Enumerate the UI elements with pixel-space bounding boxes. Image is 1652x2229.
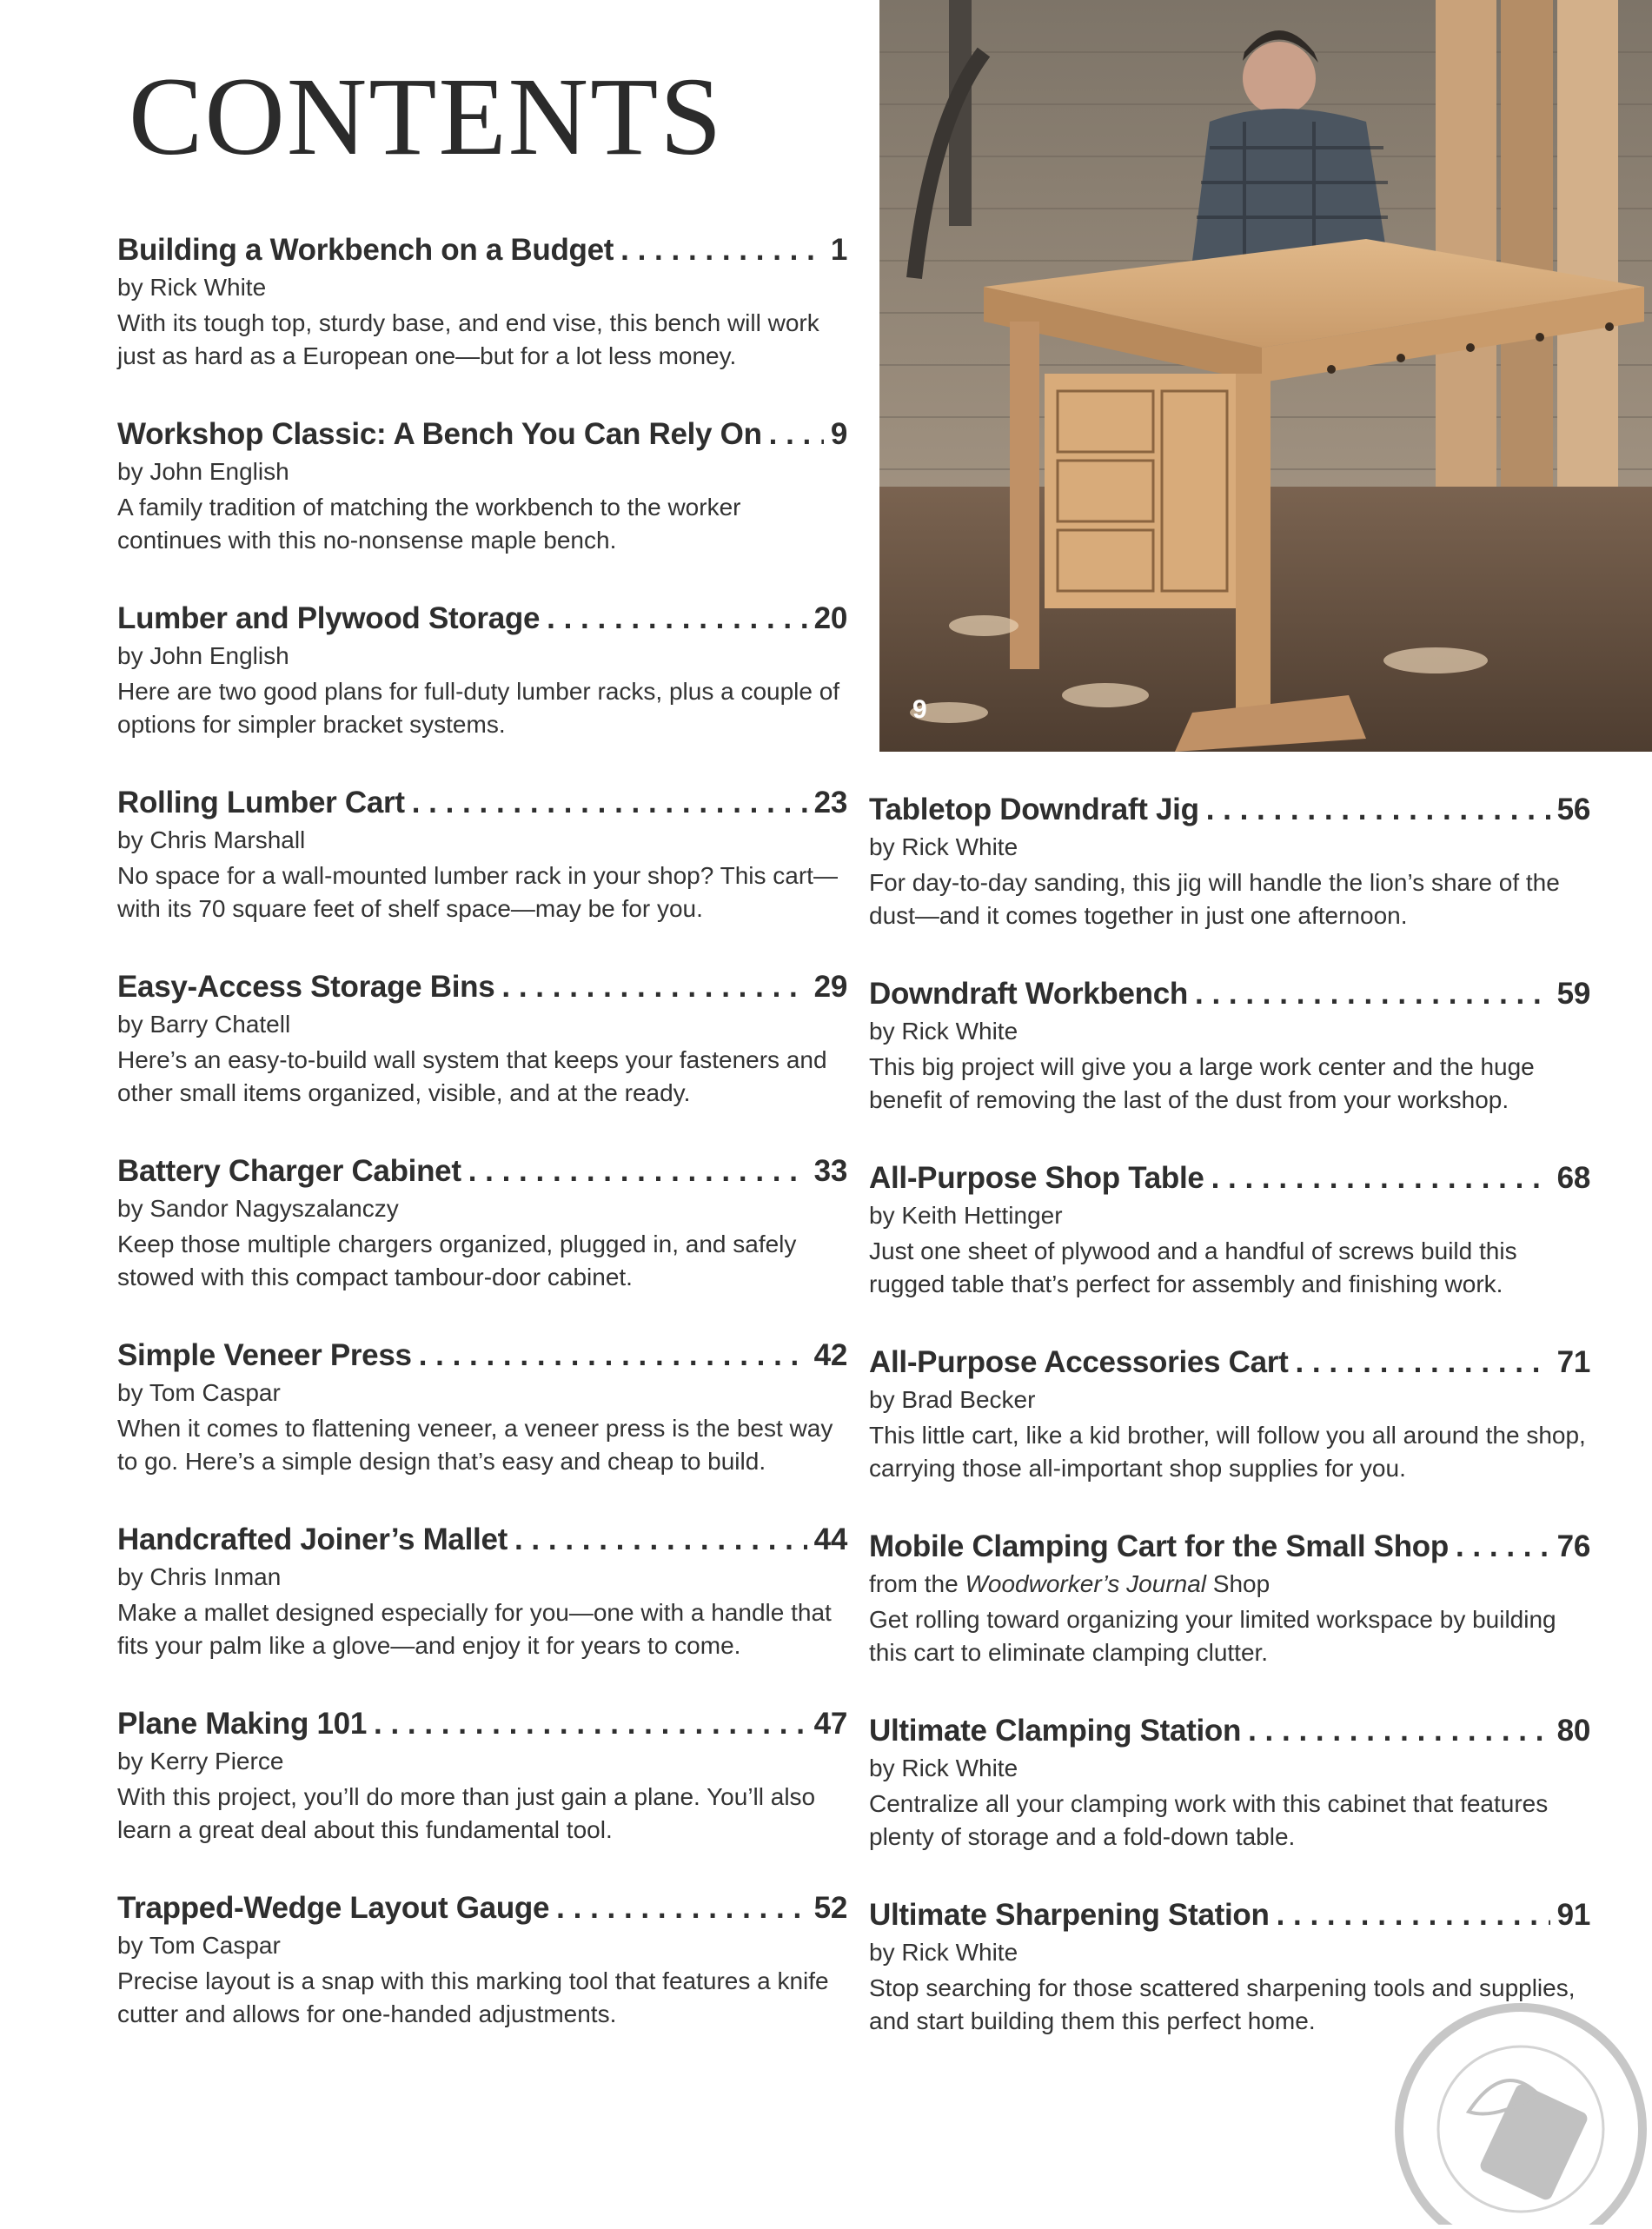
- toc-leader-dots: [374, 1707, 807, 1741]
- toc-author: by Kerry Pierce: [117, 1748, 284, 1775]
- toc-leader-dots: [769, 417, 824, 452]
- toc-entry: [117, 1154, 847, 1338]
- toc-entry: [117, 1522, 847, 1707]
- toc-author: by Sandor Nagyszalanczy: [117, 1195, 399, 1222]
- toc-title-line: [117, 786, 847, 820]
- toc-title-line: [117, 601, 847, 636]
- toc-entry: [117, 970, 847, 1154]
- toc-title-line: [117, 233, 847, 268]
- toc-description: Keep those multiple chargers organized, plugged in, and safely stowed with this compact tambour-door cabinet.: [117, 1230, 797, 1290]
- toc-entry: [869, 977, 1590, 1161]
- toc-entry: [869, 1161, 1590, 1345]
- photo-page-label: 9: [912, 695, 927, 724]
- toc-page-number: 44: [813, 1522, 847, 1556]
- toc-page-number: 59: [1556, 977, 1590, 1011]
- toc-description: A family tradition of matching the workbench to the worker continues with this no-nonsense maple bench.: [117, 493, 741, 554]
- toc-description: Get rolling toward organizing your limited workspace by building this cart to eliminate clamping clutter.: [869, 1605, 1556, 1666]
- toc-description: When it comes to flattening veneer, a veneer press is the best way to go. Here’s a simple design that’s easy and cheap to build.: [117, 1414, 833, 1475]
- toc-author: by Chris Marshall: [117, 826, 306, 853]
- toc-description: For day-to-day sanding, this jig will handle the lion’s share of the dust—and it comes together in just one afternoon.: [869, 868, 1560, 929]
- toc-leader-dots: [1295, 1345, 1549, 1380]
- toc-author: by Chris Inman: [117, 1563, 282, 1590]
- toc-leader-dots: [1456, 1529, 1550, 1564]
- toc-page-number: 42: [813, 1338, 847, 1372]
- toc-entry: [117, 601, 847, 786]
- toc-leader-dots: [556, 1891, 806, 1926]
- toc-title: Lumber and Plywood Storage: [117, 601, 541, 635]
- toc-description: This big project will give you a large work center and the huge benefit of removing the last of the dust from your workshop.: [869, 1052, 1535, 1113]
- toc-entry: [869, 1529, 1590, 1714]
- toc-description: With its tough top, sturdy base, and end vise, this bench will work just as hard as a European one—but for a lot less money.: [117, 308, 819, 369]
- toc-title: Rolling Lumber Cart: [117, 786, 405, 819]
- toc-description: Just one sheet of plywood and a handful of screws build this rugged table that’s perfect for assembly and finishing work.: [869, 1237, 1517, 1297]
- toc-title: Trapped-Wedge Layout Gauge: [117, 1891, 550, 1925]
- toc-title: Downdraft Workbench: [869, 977, 1188, 1011]
- toc-author: by Rick White: [869, 1939, 1018, 1966]
- toc-title-line: [117, 970, 847, 1005]
- toc-title: Workshop Classic: A Bench You Can Rely On: [117, 417, 762, 451]
- toc-title-line: [117, 1707, 847, 1741]
- toc-author-prefix: from the: [869, 1570, 965, 1597]
- workbench-photo: [879, 0, 1652, 752]
- toc-description: With this project, you’ll do more than just gain a plane. You’ll also learn a great deal about this fundamental tool.: [117, 1782, 816, 1843]
- toc-page-number: 80: [1556, 1714, 1590, 1748]
- toc-leader-dots: [468, 1154, 807, 1189]
- toc-title-line: [869, 1345, 1590, 1380]
- toc-page-number: 68: [1556, 1161, 1590, 1195]
- contents-column-left: [117, 233, 847, 2075]
- toc-author: by Barry Chatell: [117, 1011, 291, 1038]
- toc-title: Ultimate Clamping Station: [869, 1714, 1242, 1748]
- toc-leader-dots: [1211, 1161, 1550, 1196]
- toc-leader-dots: [412, 786, 807, 820]
- toc-author: by Rick White: [117, 274, 267, 301]
- toc-title-line: [869, 1161, 1590, 1196]
- toc-page-number: 23: [813, 786, 847, 819]
- toc-title-line: [117, 1522, 847, 1557]
- toc-title-line: [869, 1898, 1590, 1933]
- toc-title-line: [117, 1338, 847, 1373]
- toc-page-number: 71: [1556, 1345, 1590, 1379]
- toc-page-number: 47: [813, 1707, 847, 1741]
- toc-leader-dots: [1206, 793, 1550, 827]
- toc-leader-dots: [620, 233, 824, 268]
- toc-author: by Rick White: [869, 1018, 1018, 1045]
- loving-truth-books-stamp-icon: [1390, 1999, 1651, 2225]
- toc-title-line: [117, 1891, 847, 1926]
- toc-entry: [117, 233, 847, 417]
- toc-entry: [117, 1338, 847, 1522]
- toc-author: by Rick White: [869, 1755, 1018, 1781]
- toc-title-line: [117, 1154, 847, 1189]
- toc-leader-dots: [419, 1338, 807, 1373]
- toc-entry: [117, 786, 847, 970]
- toc-description: Centralize all your clamping work with this cabinet that features plenty of storage and a fold-down table.: [869, 1789, 1549, 1850]
- toc-author: by Brad Becker: [869, 1386, 1036, 1413]
- page-title: CONTENTS: [129, 55, 724, 178]
- toc-leader-dots: [1248, 1714, 1550, 1748]
- toc-title: Ultimate Sharpening Station: [869, 1898, 1270, 1932]
- toc-leader-dots: [1277, 1898, 1550, 1933]
- toc-page-number: 33: [813, 1154, 847, 1188]
- toc-title: Easy-Access Storage Bins: [117, 970, 495, 1004]
- toc-page-number: 76: [1556, 1529, 1590, 1563]
- toc-entry: [117, 417, 847, 601]
- toc-entry: [117, 1707, 847, 1891]
- toc-author: [869, 1569, 1590, 1599]
- toc-page-number: 9: [830, 417, 847, 451]
- toc-author-suffix: Shop: [1206, 1570, 1271, 1597]
- toc-description: Precise layout is a snap with this marking tool that features a knife cutter and allows for one-handed adjustments.: [117, 1967, 829, 2027]
- toc-page-number: 52: [813, 1891, 847, 1925]
- toc-author: by John English: [117, 642, 289, 669]
- toc-author: by Tom Caspar: [117, 1932, 281, 1959]
- toc-description: Make a mallet designed especially for you—one with a handle that fits your palm like a glove—and enjoy it for years to come.: [117, 1598, 832, 1659]
- toc-author: by Keith Hettinger: [869, 1202, 1063, 1229]
- toc-page-number: 91: [1556, 1898, 1590, 1932]
- contents-column-right: [869, 793, 1590, 2082]
- toc-description: Here are two good plans for full-duty lumber racks, plus a couple of options for simpler bracket systems.: [117, 677, 840, 738]
- toc-title: Handcrafted Joiner’s Mallet: [117, 1522, 508, 1556]
- toc-title-line: [869, 1529, 1590, 1564]
- toc-author-publication: Woodworker’s Journal: [965, 1570, 1207, 1597]
- toc-page-number: 1: [830, 233, 847, 267]
- toc-entry: [869, 1345, 1590, 1529]
- toc-entry: [869, 1714, 1590, 1898]
- toc-title: Tabletop Downdraft Jig: [869, 793, 1199, 826]
- toc-title-line: [869, 793, 1590, 827]
- toc-author: by Tom Caspar: [117, 1379, 281, 1406]
- toc-title: All-Purpose Accessories Cart: [869, 1345, 1289, 1379]
- toc-description: Here’s an easy-to-build wall system that keeps your fasteners and other small items organized, visible, and at the ready.: [117, 1045, 827, 1106]
- toc-entry: [869, 793, 1590, 977]
- toc-page-number: 20: [813, 601, 847, 635]
- toc-leader-dots: [514, 1522, 807, 1557]
- toc-title: Battery Charger Cabinet: [117, 1154, 461, 1188]
- toc-title-line: [869, 977, 1590, 1012]
- toc-title: Building a Workbench on a Budget: [117, 233, 614, 267]
- toc-leader-dots: [547, 601, 807, 636]
- toc-title: Simple Veneer Press: [117, 1338, 412, 1372]
- toc-author: by Rick White: [869, 833, 1018, 860]
- toc-description: Stop searching for those scattered sharpening tools and supplies, and start building them this perfect home.: [869, 1974, 1576, 2034]
- toc-leader-dots: [501, 970, 806, 1005]
- toc-title-line: [117, 417, 847, 452]
- toc-page-number: 56: [1556, 793, 1590, 826]
- toc-description: No space for a wall-mounted lumber rack in your shop? This cart—with its 70 square feet of shelf space—may be for you.: [117, 861, 838, 922]
- toc-author: by John English: [117, 458, 289, 485]
- toc-leader-dots: [1195, 977, 1550, 1012]
- toc-title: Plane Making 101: [117, 1707, 367, 1741]
- toc-title: Mobile Clamping Cart for the Small Shop: [869, 1529, 1449, 1563]
- toc-title: All-Purpose Shop Table: [869, 1161, 1204, 1195]
- toc-title-line: [869, 1714, 1590, 1748]
- toc-entry: [117, 1891, 847, 2075]
- toc-page-number: 29: [813, 970, 847, 1004]
- toc-description: This little cart, like a kid brother, will follow you all around the shop, carrying those all-important shop supplies for you.: [869, 1421, 1586, 1482]
